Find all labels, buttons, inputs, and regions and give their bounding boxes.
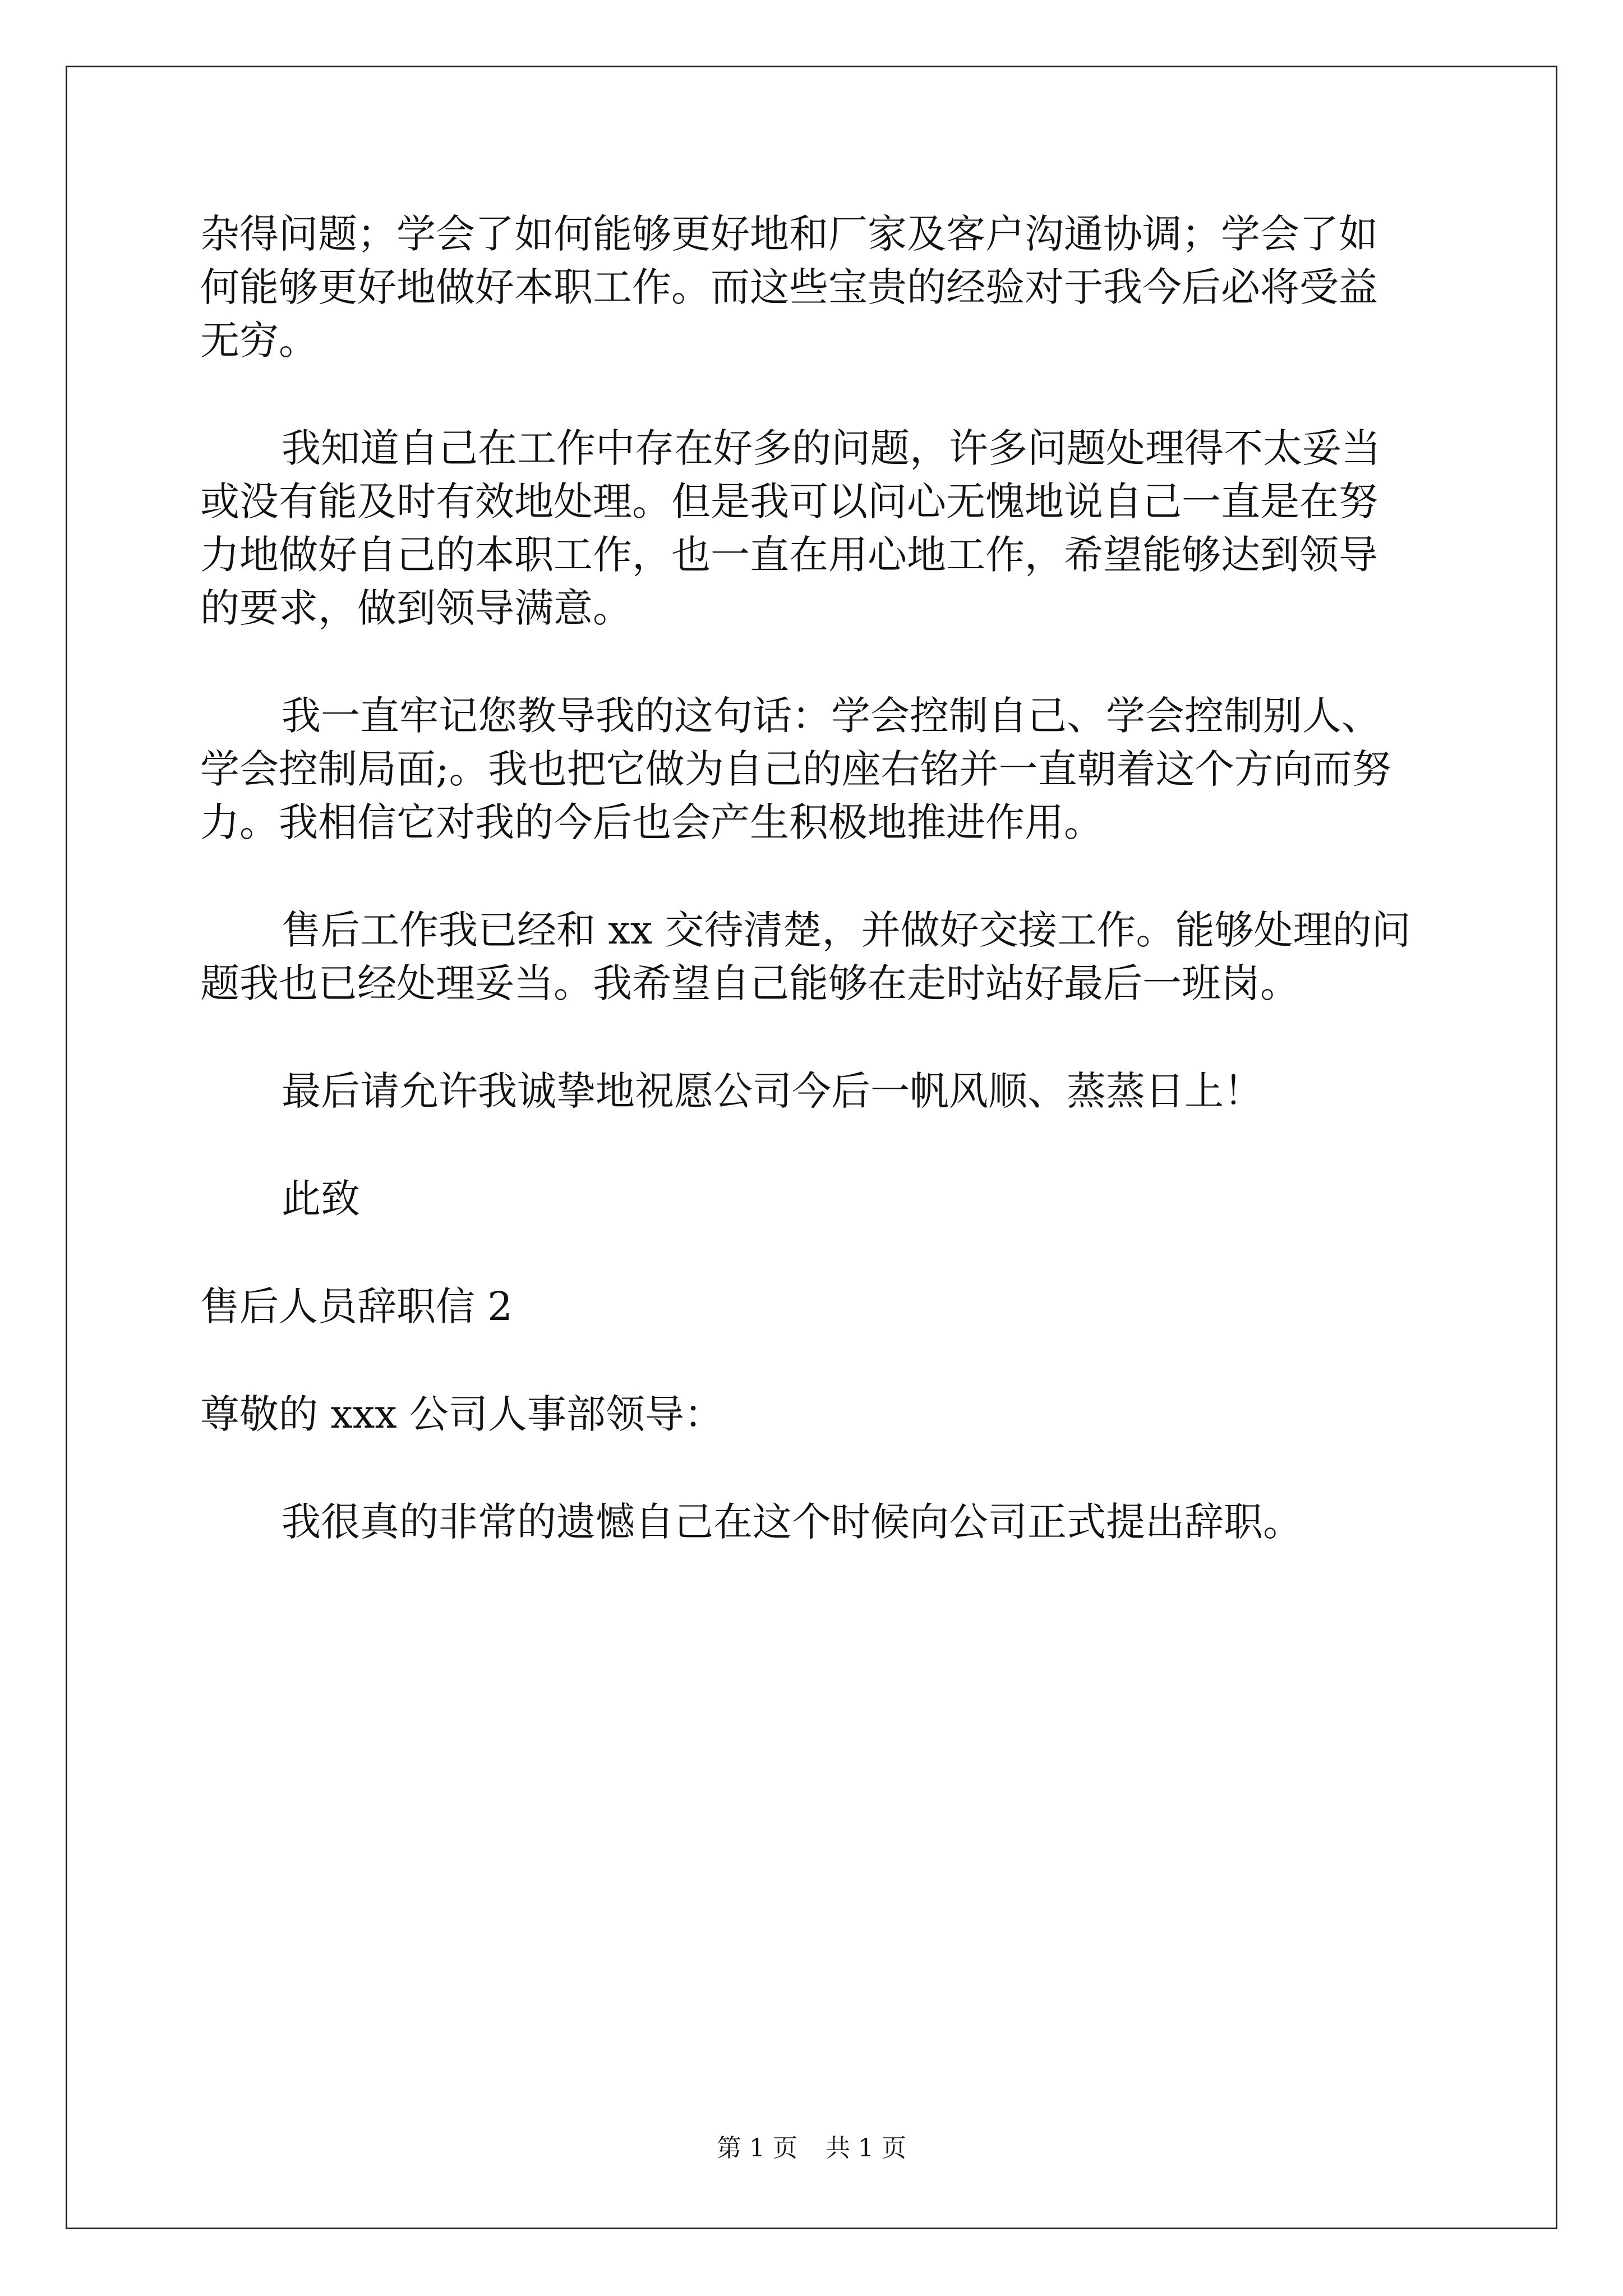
text-line: 或没有能及时有效地处理。但是我可以问心无愧地说自己一直是在努 bbox=[200, 478, 1378, 524]
paragraph-closing bbox=[200, 1172, 1423, 1226]
text-line: 题我也已经处理妥当。我希望自己能够在走时站好最后一班岗。 bbox=[200, 960, 1299, 1006]
text-line: 最后请允许我诚挚地祝愿公司今后一帆风顺、蒸蒸日上！ bbox=[282, 1068, 1263, 1114]
paragraph-greeting bbox=[200, 1388, 1423, 1441]
paragraph-experience bbox=[200, 208, 1423, 367]
text-line: 力地做好自己的本职工作，也一直在用心地工作，希望能够达到领导 bbox=[200, 532, 1378, 578]
text-line: 力。我相信它对我的今后也会产生积极地推进作用。 bbox=[200, 799, 1103, 845]
letter-title: 售后人员辞职信 2 bbox=[200, 1283, 513, 1329]
page-number: 第 1 页 bbox=[717, 2134, 797, 2162]
greeting-line: 尊敬的 xxx 公司人事部领导： bbox=[200, 1391, 723, 1437]
text-line: 无穷。 bbox=[200, 318, 318, 364]
text-line: 何能够更好地做好本职工作。而这些宝贵的经验对于我今后必将受益 bbox=[200, 264, 1378, 310]
section-heading bbox=[200, 1280, 1423, 1333]
page-total: 共 1 页 bbox=[826, 2134, 906, 2162]
page-footer bbox=[0, 2132, 1623, 2165]
text-line: 售后工作我已经和 xx 交待清楚，并做好交接工作。能够处理的问 bbox=[282, 907, 1411, 953]
text-line: 我知道自己在工作中存在好多的问题，许多问题处理得不太妥当 bbox=[282, 425, 1381, 471]
text-line: 我一直牢记您教导我的这句话：学会控制自己、学会控制别人、 bbox=[282, 693, 1381, 739]
document-body bbox=[200, 208, 1423, 1549]
paragraph-resignation bbox=[200, 1496, 1423, 1549]
text-line: 学会控制局面;。我也把它做为自己的座右铭并一直朝着这个方向而努 bbox=[200, 746, 1391, 792]
text-line: 我很真的非常的遗憾自己在这个时候向公司正式提出辞职。 bbox=[282, 1499, 1302, 1545]
paragraph-handover bbox=[200, 904, 1423, 1010]
text-line: 的要求，做到领导满意。 bbox=[200, 585, 632, 631]
text-line: 杂得问题；学会了如何能够更好地和厂家及客户沟通协调；学会了如 bbox=[200, 211, 1378, 257]
paragraph-wishes bbox=[200, 1065, 1423, 1118]
paragraph-motto bbox=[200, 689, 1423, 849]
closing-salutation: 此致 bbox=[282, 1176, 360, 1222]
paragraph-problems bbox=[200, 422, 1423, 635]
